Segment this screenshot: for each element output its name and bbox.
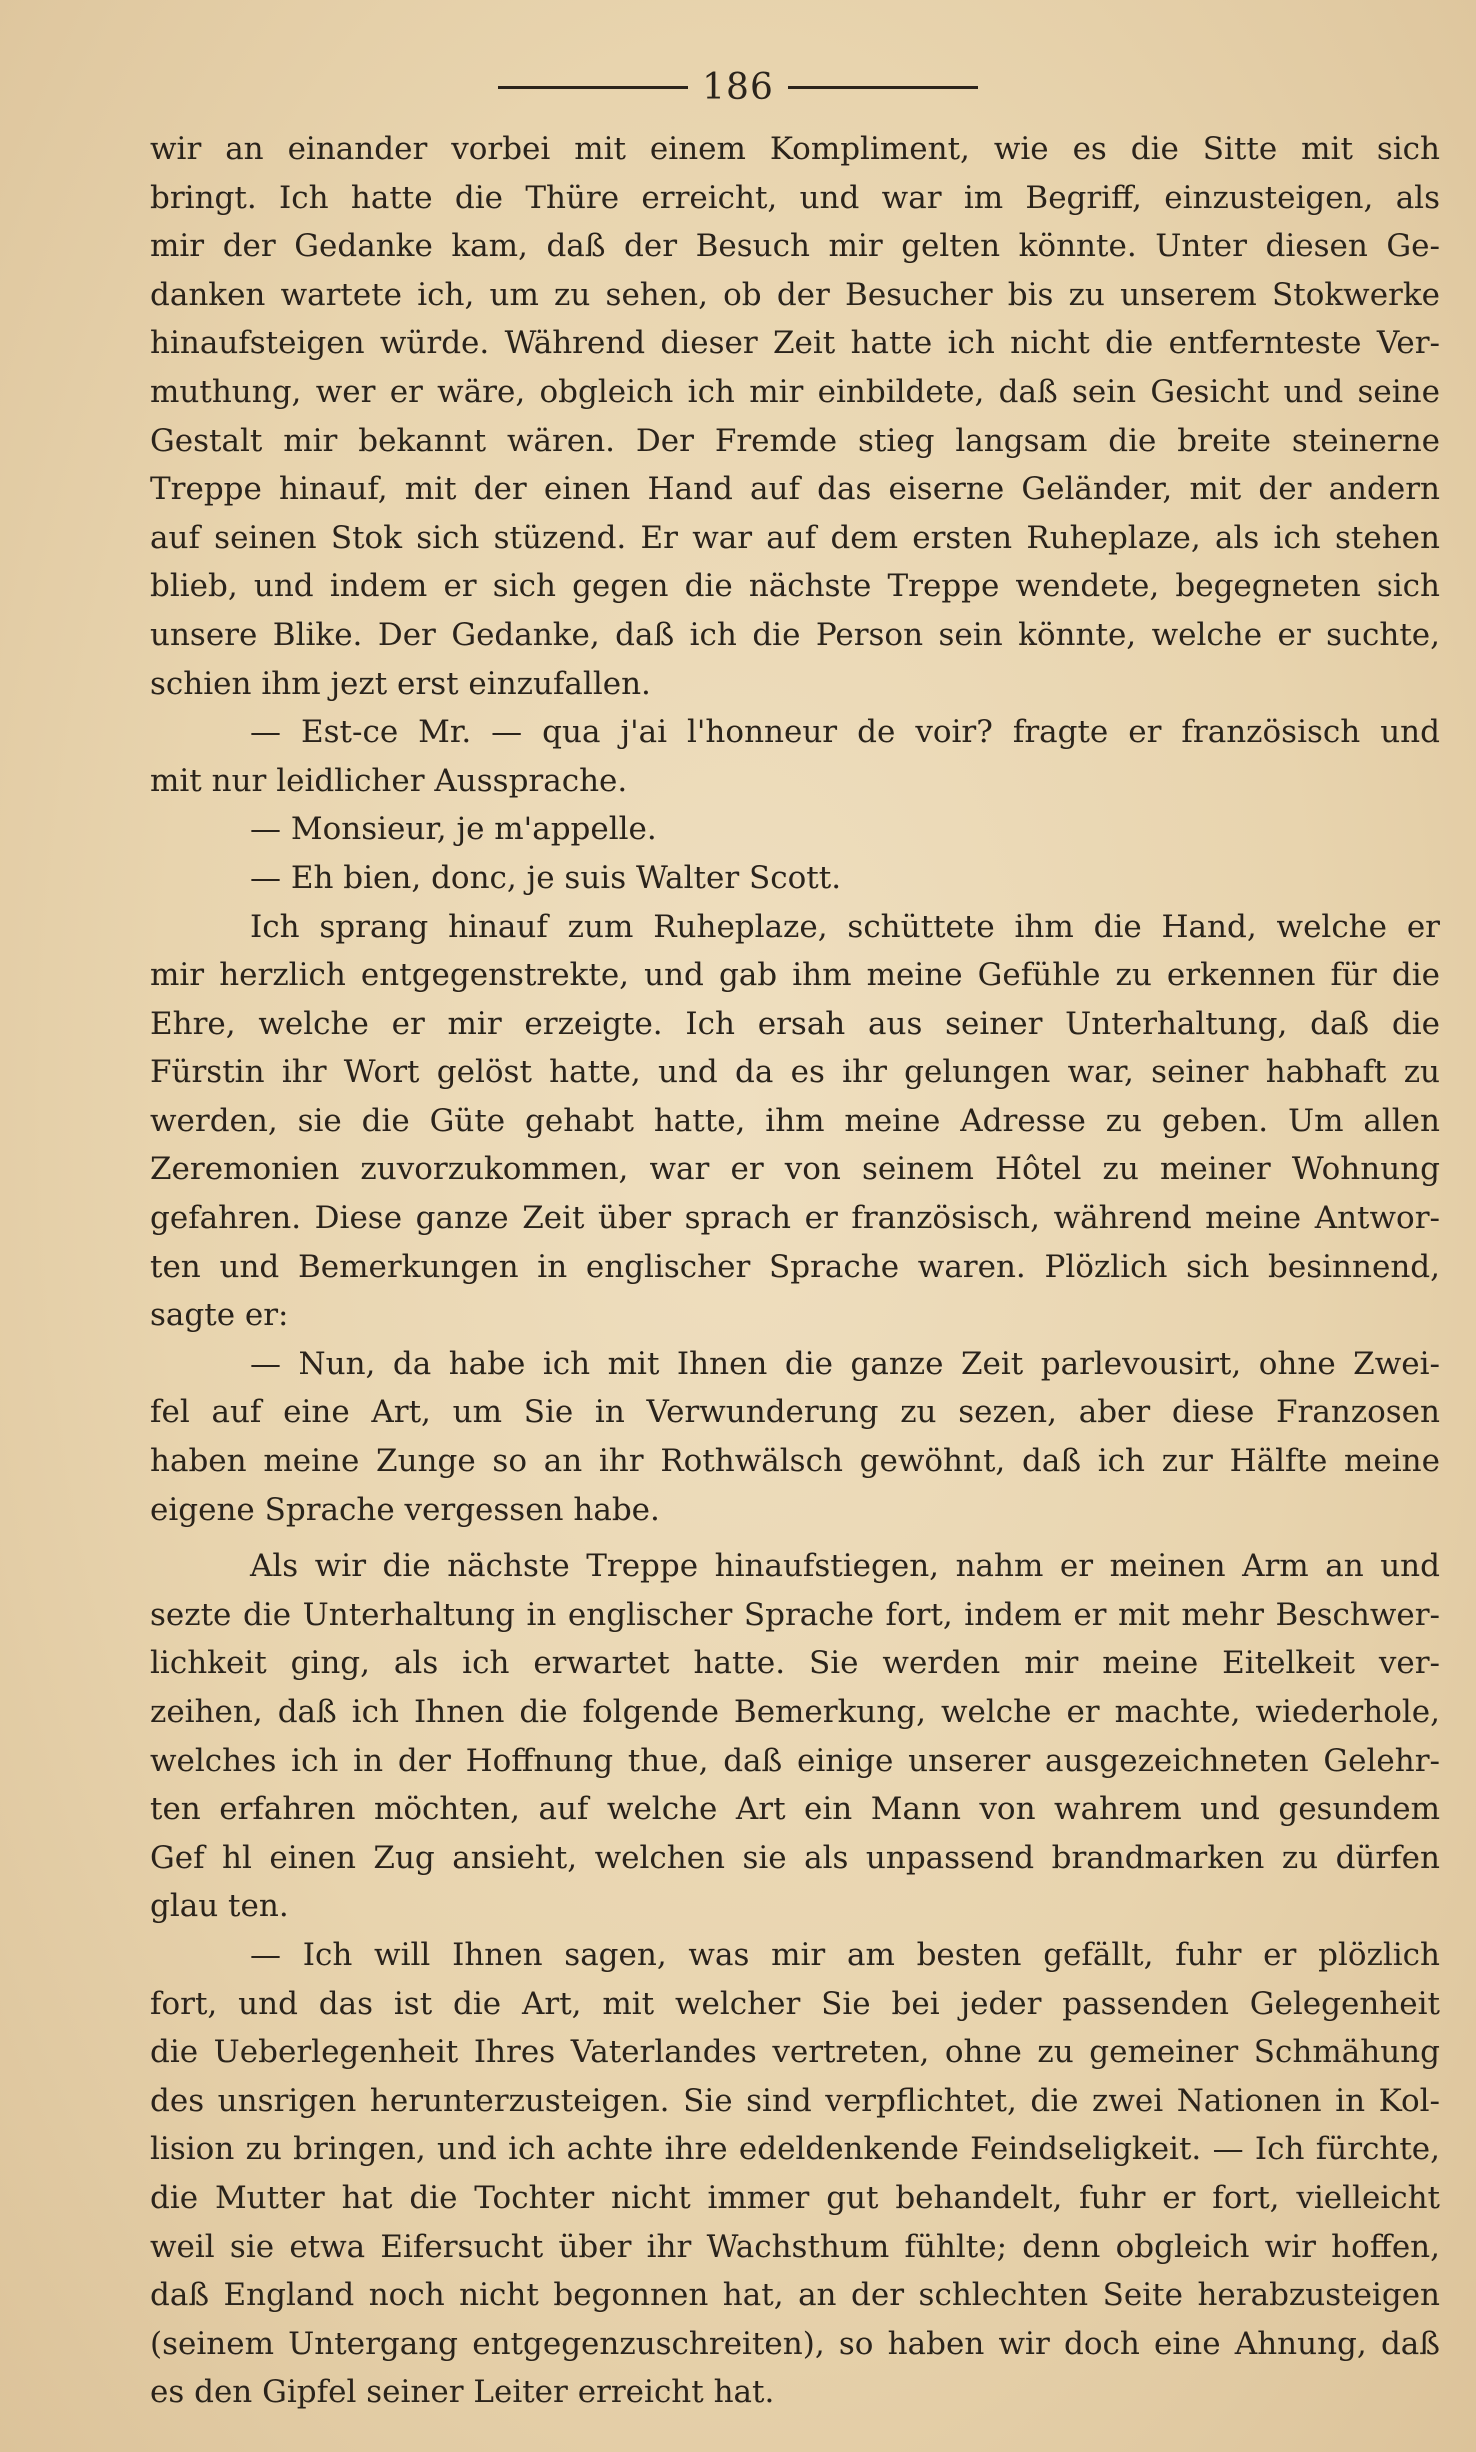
header-rule-right bbox=[788, 86, 978, 89]
text-line: Gef hl einen Zug ansieht, welchen sie als unpassend brandmarken zu dürfen bbox=[150, 1839, 1440, 1876]
text-line: weil sie etwa Eifersucht über ihr Wachsthum fühlte; denn obgleich wir hoffen, bbox=[150, 2228, 1440, 2265]
text-line: welches ich in der Hoffnung thue, daß einige unserer ausgezeichneten Gelehr- bbox=[150, 1742, 1440, 1779]
paragraph-gap bbox=[150, 1534, 1440, 1542]
text-line: muthung, wer er wäre, obgleich ich mir einbildete, daß sein Gesicht und seine bbox=[150, 373, 1440, 410]
text-line: Zeremonien zuvorzukommen, war er von seinem Hôtel zu meiner Wohnung bbox=[150, 1151, 1440, 1188]
paragraph bbox=[150, 1542, 1440, 1931]
text-line: es den Gipfel seiner Leiter erreicht hat. bbox=[150, 2374, 775, 2411]
paragraph bbox=[150, 903, 1440, 1340]
text-line: schien ihm jezt erst einzufallen. bbox=[150, 665, 651, 702]
body-text bbox=[150, 125, 1440, 2417]
text-line: — Nun, da habe ich mit Ihnen die ganze Zeit parlevousirt, ohne Zwei- bbox=[250, 1345, 1440, 1382]
text-line: werden, sie die Güte gehabt hatte, ihm meine Adresse zu geben. Um allen bbox=[150, 1102, 1440, 1139]
text-line: Ehre, welche er mir erzeigte. Ich ersah aus seiner Unterhaltung, daß die bbox=[150, 1005, 1440, 1042]
text-line: mir herzlich entgegenstrekte, und gab ihm meine Gefühle zu erkennen für die bbox=[150, 957, 1440, 994]
text-line: daß England noch nicht begonnen hat, an der schlechten Seite herabzusteigen bbox=[150, 2277, 1440, 2314]
text-line: ten und Bemerkungen in englischer Sprache waren. Plözlich sich besinnend, bbox=[150, 1248, 1440, 1285]
text-line: lision zu bringen, und ich achte ihre edeldenkende Feindseligkeit. — Ich fürchte, bbox=[150, 2131, 1440, 2168]
text-line: Ich sprang hinauf zum Ruheplaze, schüttete ihm die Hand, welche er bbox=[250, 908, 1440, 945]
text-line: sezte die Unterhaltung in englischer Sprache fort, indem er mit mehr Beschwer- bbox=[150, 1596, 1440, 1633]
text-line: gefahren. Diese ganze Zeit über sprach er französisch, während meine Antwor- bbox=[150, 1200, 1440, 1237]
page-header bbox=[0, 62, 1476, 112]
page-number: 186 bbox=[702, 66, 774, 108]
text-line: Treppe hinauf, mit der einen Hand auf das eiserne Geländer, mit der andern bbox=[150, 471, 1440, 508]
paragraph bbox=[150, 708, 1440, 805]
text-line: fort, und das ist die Art, mit welcher Sie bei jeder passenden Gelegenheit bbox=[150, 1985, 1440, 2022]
text-line: (seinem Untergang entgegenzuschreiten), so haben wir doch eine Ahnung, daß bbox=[150, 2325, 1440, 2362]
text-line: die Ueberlegenheit Ihres Vaterlandes vertreten, ohne zu gemeiner Schmähung bbox=[150, 2034, 1440, 2071]
text-line: sagte er: bbox=[150, 1297, 289, 1334]
text-line: die Mutter hat die Tochter nicht immer gut behandelt, fuhr er fort, vielleicht bbox=[150, 2179, 1440, 2216]
text-line: glau ten. bbox=[150, 1888, 289, 1925]
text-line: ten erfahren möchten, auf welche Art ein Mann von wahrem und gesundem bbox=[150, 1791, 1440, 1828]
text-line: mir der Gedanke kam, daß der Besuch mir gelten könnte. Unter diesen Ge- bbox=[150, 228, 1440, 265]
text-line: Als wir die nächste Treppe hinaufstiegen, nahm er meinen Arm an und bbox=[250, 1548, 1440, 1585]
text-line: wir an einander vorbei mit einem Kompliment, wie es die Sitte mit sich bbox=[150, 131, 1440, 167]
text-line: — Est-ce Mr. — qua j'ai l'honneur de voir? fragte er französisch und bbox=[250, 714, 1440, 751]
paragraph bbox=[150, 1340, 1440, 1534]
text-line: Fürstin ihr Wort gelöst hatte, und da es ihr gelungen war, seiner habhaft zu bbox=[150, 1054, 1440, 1091]
text-line: unsere Blike. Der Gedanke, daß ich die Person sein könnte, welche er suchte, bbox=[150, 616, 1440, 653]
paragraph bbox=[150, 854, 1440, 903]
text-line: danken wartete ich, um zu sehen, ob der Besucher bis zu unserem Stokwerke bbox=[150, 276, 1440, 313]
header-rule-left bbox=[498, 86, 688, 89]
text-line: Gestalt mir bekannt wären. Der Fremde stieg langsam die breite steinerne bbox=[150, 422, 1440, 459]
text-line: bringt. Ich hatte die Thüre erreicht, und war im Begriff, einzusteigen, als bbox=[150, 179, 1440, 216]
paragraph bbox=[150, 125, 1440, 708]
text-line: blieb, und indem er sich gegen die nächste Treppe wendete, begegneten sich bbox=[150, 568, 1440, 605]
text-line: des unsrigen herunterzusteigen. Sie sind verpflichtet, die zwei Nationen in Kol- bbox=[150, 2082, 1440, 2119]
text-line: fel auf eine Art, um Sie in Verwunderung zu sezen, aber diese Franzosen bbox=[150, 1394, 1440, 1431]
text-line: eigene Sprache vergessen habe. bbox=[150, 1491, 660, 1528]
text-line: mit nur leidlicher Aussprache. bbox=[150, 762, 628, 799]
text-line: auf seinen Stok sich stüzend. Er war auf dem ersten Ruheplaze, als ich stehen bbox=[150, 519, 1440, 556]
paragraph bbox=[150, 1931, 1440, 2417]
text-line: — Ich will Ihnen sagen, was mir am besten gefällt, fuhr er plözlich bbox=[250, 1936, 1440, 1973]
text-line: haben meine Zunge so an ihr Rothwälsch gewöhnt, daß ich zur Hälfte meine bbox=[150, 1443, 1440, 1480]
text-line: — Eh bien, donc, je suis Walter Scott. bbox=[250, 859, 842, 896]
paragraph bbox=[150, 805, 1440, 854]
text-line: lichkeit ging, als ich erwartet hatte. Sie werden mir meine Eitelkeit ver- bbox=[150, 1645, 1440, 1682]
text-line: hinaufsteigen würde. Während dieser Zeit hatte ich nicht die entfernteste Ver- bbox=[150, 325, 1440, 362]
text-line: zeihen, daß ich Ihnen die folgende Bemerkung, welche er machte, wiederhole, bbox=[150, 1694, 1440, 1730]
text-line: — Monsieur, je m'appelle. bbox=[250, 811, 657, 848]
